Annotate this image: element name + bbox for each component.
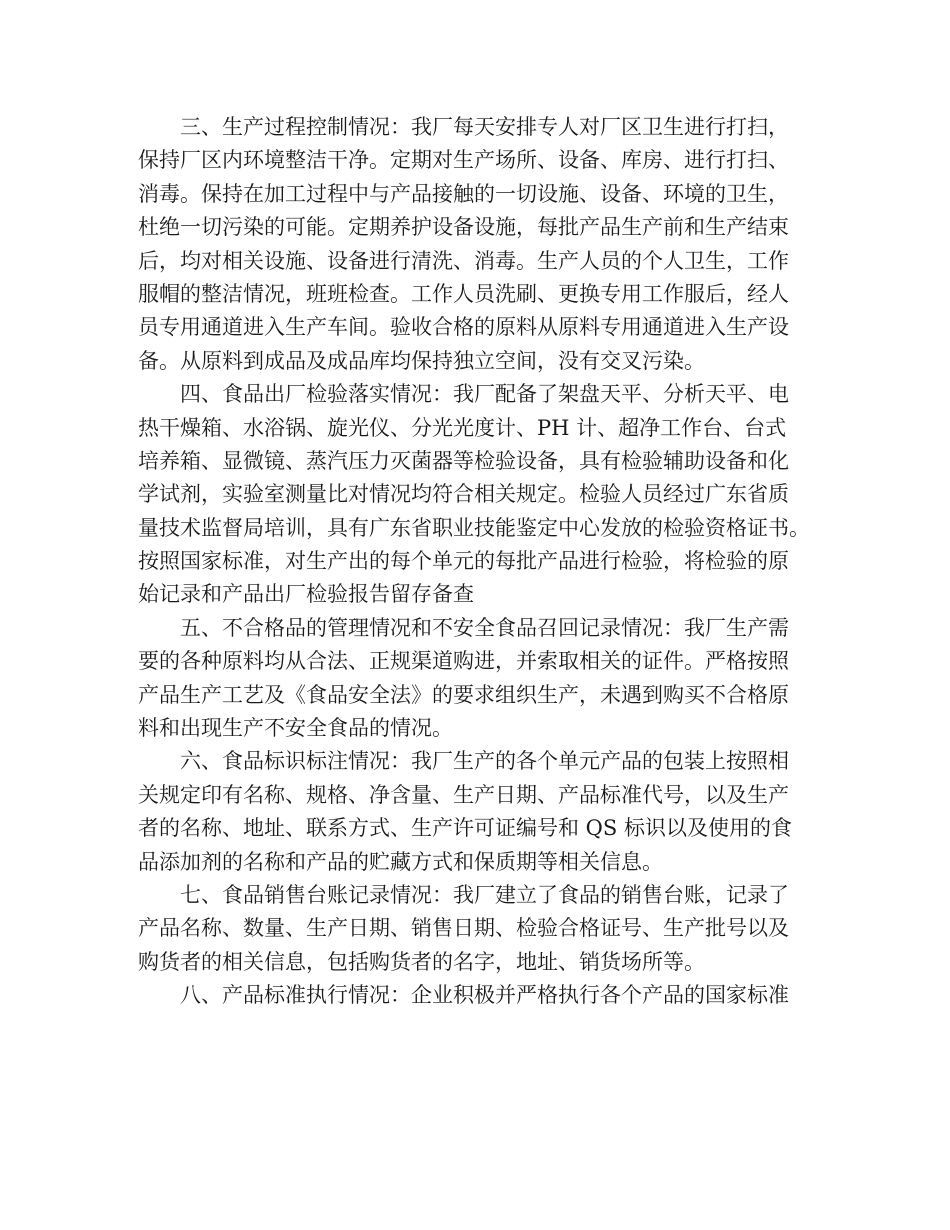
paragraph-6-line: 关规定印有名称、规格、净含量、生产日期、产品标准代号，以及生产: [138, 782, 789, 807]
paragraph-4-line: 四、食品出厂检验落实情况：我厂配备了架盘天平、分析天平、电: [180, 382, 789, 407]
paragraph-3-line: 杜绝一切污染的可能。定期养护设备设施，每批产品生产前和生产结束: [138, 215, 789, 240]
paragraph-3-line: 三、生产过程控制情况：我厂每天安排专人对厂区卫生进行打扫，: [180, 115, 789, 139]
paragraph-3-line: 保持厂区内环境整洁干净。定期对生产场所、设备、库房、进行打扫、: [138, 148, 789, 173]
paragraph-8-line: 八、产品标准执行情况：企业积极并严格执行各个产品的国家标准: [180, 983, 789, 1008]
paragraph-4-line: 培养箱、显微镜、蒸汽压力灭菌器等检验设备，具有检验辅助设备和化: [138, 448, 789, 473]
paragraph-6-line: 品添加剂的名称和产品的贮藏方式和保质期等相关信息。: [138, 849, 663, 874]
paragraph-3-line: 消毒。保持在加工过程中与产品接触的一切设施、设备、环境的卫生，: [138, 181, 789, 206]
paragraph-5-line: 要的各种原料均从合法、正规渠道购进，并索取相关的证件。严格按照: [138, 649, 789, 674]
paragraph-3-line: 后，均对相关设施、设备进行清洗、消毒。生产人员的个人卫生，工作: [138, 248, 789, 273]
paragraph-4-line: 学试剂，实验室测量比对情况均符合相关规定。检验人员经过广东省质: [138, 482, 789, 507]
paragraph-4-line: 量技术监督局培训，具有广东省职业技能鉴定中心发放的检验资格证书。: [138, 515, 810, 540]
paragraph-3-line: 员专用通道进入生产车间。验收合格的原料从原料专用通道进入生产设: [138, 315, 789, 340]
paragraph-4-line: 热干燥箱、水浴锅、旋光仪、分光光度计、PH 计、超净工作台、台式: [138, 415, 787, 440]
paragraph-6-line: 者的名称、地址、联系方式、生产许可证编号和 QS 标识以及使用的食: [138, 816, 792, 841]
paragraph-3-line: 服帽的整洁情况，班班检查。工作人员洗刷、更换专用工作服后，经人: [138, 281, 789, 306]
paragraph-5-line: 五、不合格品的管理情况和不安全食品召回记录情况：我厂生产需: [180, 615, 789, 640]
document-body: [138, 111, 826, 1013]
paragraph-4-line: 始记录和产品出厂检验报告留存备查: [138, 582, 474, 607]
paragraph-7-line: 购货者的相关信息，包括购货者的名字，地址、销货场所等。: [138, 949, 705, 974]
paragraph-3-line: 备。从原料到成品及成品库均保持独立空间，没有交叉污染。: [138, 348, 705, 373]
paragraph-7-line: 七、食品销售台账记录情况：我厂建立了食品的销售台账，记录了: [180, 882, 789, 907]
paragraph-7-line: 产品名称、数量、生产日期、销售日期、检验合格证号、生产批号以及: [138, 916, 789, 941]
paragraph-5-line: 产品生产工艺及《食品安全法》的要求组织生产，未遇到购买不合格原: [138, 682, 789, 707]
paragraph-6-line: 六、食品标识标注情况：我厂生产的各个单元产品的包装上按照相: [180, 749, 789, 774]
paragraph-5-line: 料和出现生产不安全食品的情况。: [138, 716, 453, 741]
paragraph-4-line: 按照国家标准，对生产出的每个单元的每批产品进行检验，将检验的原: [138, 549, 789, 574]
